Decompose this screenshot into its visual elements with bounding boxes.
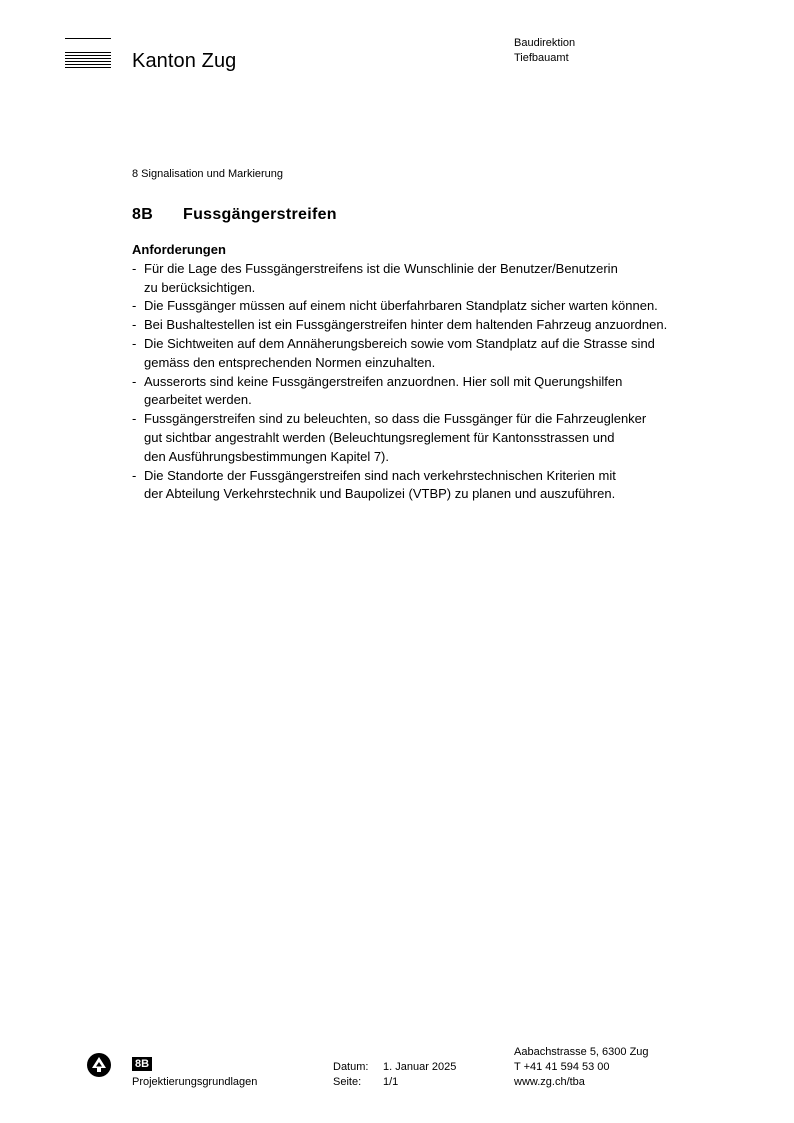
list-item-text: Bei Bushaltestellen ist ein Fussgängerstreifen hinter dem haltenden Fahrzeug anzuordnen. [144, 317, 668, 333]
contact-block [514, 1045, 649, 1090]
requirements-title: Anforderungen [132, 242, 226, 257]
requirements-section [132, 241, 732, 504]
date-row [333, 1060, 456, 1075]
list-item-text: gearbeitet werden. [144, 392, 252, 408]
heading-number: 8B [132, 206, 154, 223]
department-name: Baudirektion [514, 37, 576, 49]
list-item [132, 316, 732, 335]
page-label: Seite: [333, 1076, 362, 1088]
department-block [514, 36, 575, 66]
list-item-text: Ausserorts sind keine Fussgängerstreifen anzuordnen. Hier soll mit Querungshilfen [144, 373, 623, 389]
list-item-text: zu berücksichtigen. [144, 279, 256, 295]
list-item-text: den Ausführungsbestimmungen Kapitel 7). [144, 448, 389, 464]
list-item-text: der Abteilung Verkehrstechnik und Baupolizei (VTBP) zu planen und auszuführen. [144, 486, 616, 502]
page-row [333, 1075, 456, 1090]
date-value: 1. Januar 2025 [383, 1061, 457, 1073]
address: Aabachstrasse 5, 6300 Zug [514, 1046, 649, 1058]
list-dash: - [132, 467, 137, 483]
document-meta [333, 1060, 456, 1090]
list-dash: - [132, 298, 137, 314]
list-item-text: gemäss den entsprechenden Normen einzuhalten. [144, 354, 436, 370]
phone: T +41 41 594 53 00 [514, 1061, 610, 1073]
canton-logo-lines-icon [65, 38, 111, 69]
list-dash: - [132, 373, 137, 389]
list-item-text: Die Sichtweiten auf dem Annäherungsbereich sowie vom Standplatz auf die Strasse sind [144, 335, 655, 351]
section-label: 8 Signalisation und Markierung [132, 168, 284, 180]
list-item [132, 467, 732, 505]
canton-logo-text: Kanton Zug [132, 50, 237, 72]
requirements-list [132, 260, 732, 504]
list-item [132, 335, 732, 373]
heading-title: Fussgängerstreifen [183, 206, 337, 223]
list-item [132, 410, 732, 466]
date-label: Datum: [333, 1061, 369, 1073]
office-name: Tiefbauamt [514, 52, 569, 64]
list-dash: - [132, 335, 137, 351]
list-item [132, 373, 732, 411]
list-item-text: Für die Lage des Fussgängerstreifens ist die Wunschlinie der Benutzer/Benutzerin [144, 260, 618, 276]
page-value: 1/1 [383, 1076, 399, 1088]
canton-emblem-icon [87, 1053, 111, 1077]
document-title: Projektierungsgrundlagen [132, 1076, 258, 1088]
page-heading [132, 205, 337, 225]
list-dash: - [132, 317, 137, 333]
list-item-text: Fussgängerstreifen sind zu beleuchten, so dass die Fussgänger für die Fahrzeuglenker [144, 411, 647, 427]
website-link[interactable]: www.zg.ch/tba [514, 1076, 585, 1088]
list-item-text: Die Fussgänger müssen auf einem nicht überfahrbaren Standplatz sicher warten können. [144, 298, 658, 314]
list-item-text: gut sichtbar angestrahlt werden (Beleuchtungsreglement für Kantonsstrassen und [144, 429, 615, 445]
list-item-text: Die Standorte der Fussgängerstreifen sind nach verkehrstechnischen Kriterien mit [144, 467, 616, 483]
list-item [132, 297, 732, 316]
list-dash: - [132, 260, 137, 276]
list-item [132, 260, 732, 298]
list-dash: - [132, 411, 137, 427]
chapter-badge: 8B [132, 1057, 152, 1071]
